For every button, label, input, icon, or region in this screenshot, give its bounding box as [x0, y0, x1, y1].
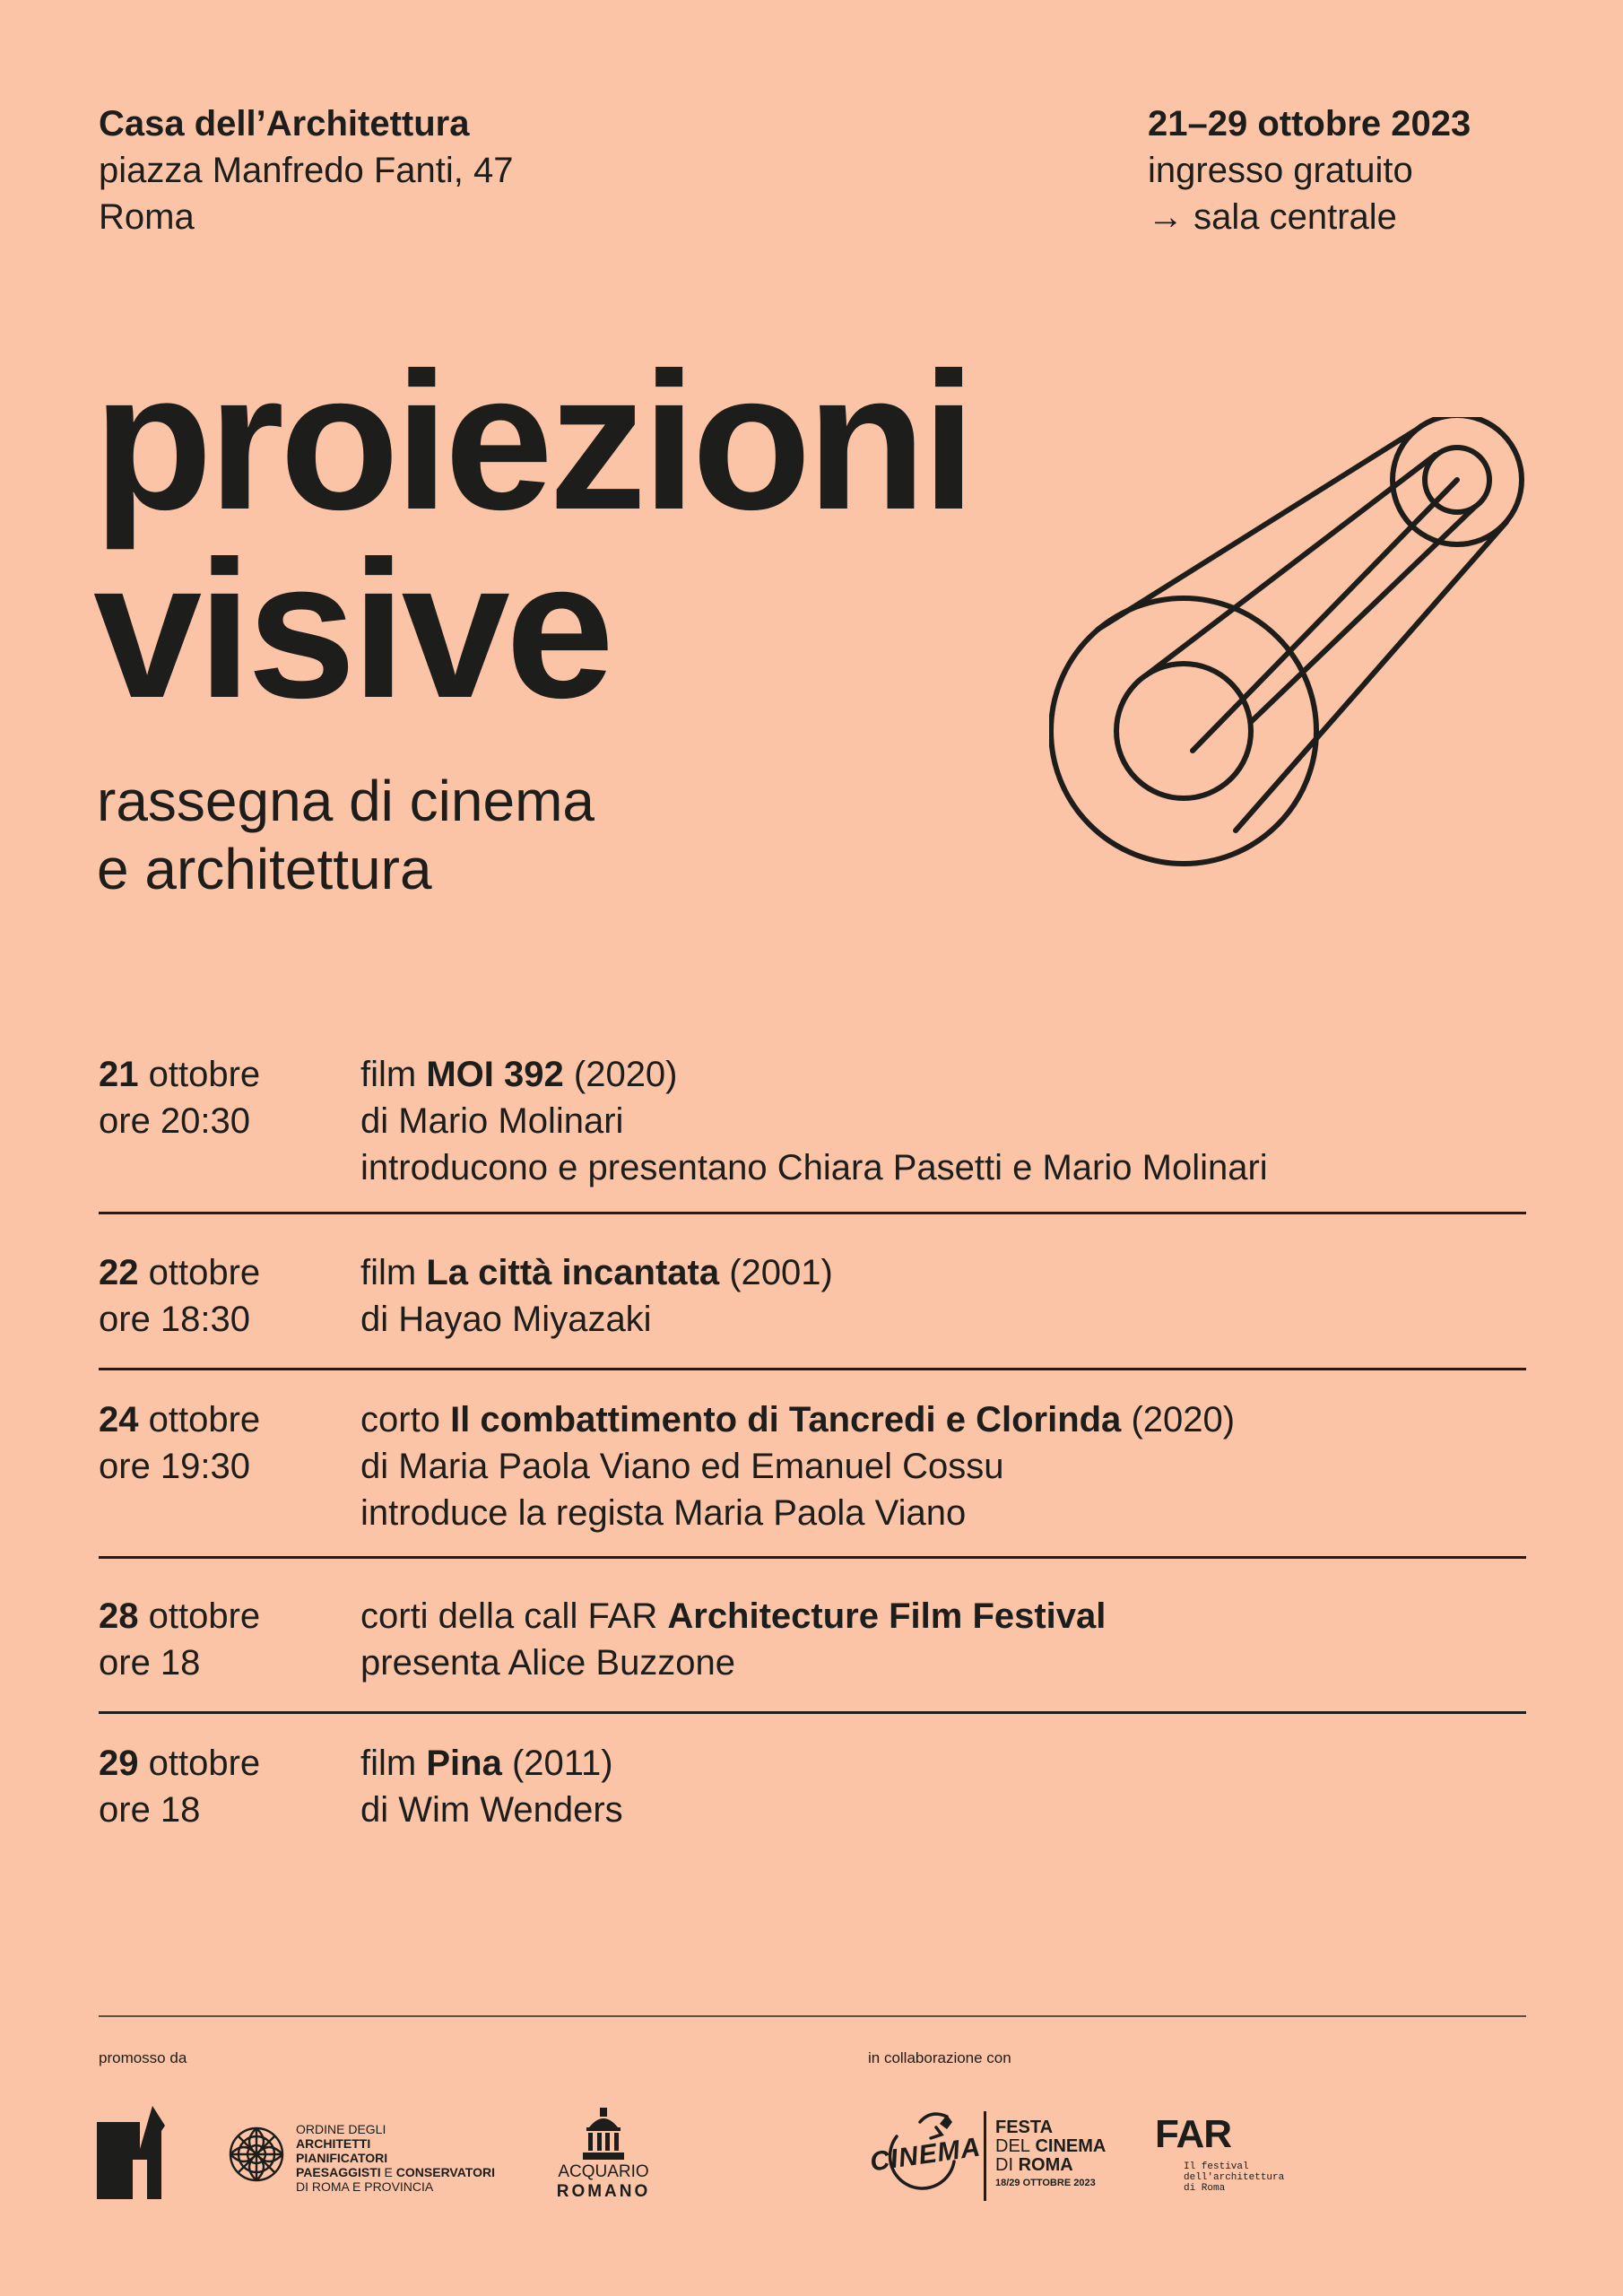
venue-block — [99, 100, 513, 240]
program-details — [360, 1740, 1526, 1833]
program-line: introducono e presentano Chiara Pasetti e Mario Molinari — [360, 1148, 1268, 1187]
program-time: ore 18 — [99, 1790, 201, 1830]
program-day: 21 — [99, 1055, 139, 1094]
program-title: Pina — [426, 1744, 502, 1783]
promoted-label: promosso da — [99, 2049, 187, 2066]
program-when — [99, 1051, 359, 1144]
event-dates: 21–29 ottobre 2023 — [1148, 104, 1471, 144]
program-when — [99, 1396, 359, 1490]
acquario-line-2: ROMANO — [556, 2182, 651, 2201]
footer-divider — [99, 2015, 1526, 2017]
acquario-romano-logo — [554, 2162, 653, 2202]
ordine-line-4b: E — [384, 2165, 393, 2179]
title-line-2: visive — [93, 521, 611, 739]
festa-line-2a: DEL — [995, 2136, 1030, 2156]
festa-divider — [984, 2111, 986, 2201]
program-day: 28 — [99, 1596, 139, 1636]
program-type: film — [360, 1055, 417, 1094]
program-type: film — [360, 1744, 417, 1783]
title-line-1: proiezioni — [93, 333, 972, 551]
program-line: introduce la regista Maria Paola Viano — [360, 1493, 967, 1533]
program-title: Il combattimento di Tancredi e Clorinda — [450, 1400, 1122, 1439]
venue-address: piazza Manfredo Fanti, 47 — [99, 151, 514, 190]
program-details — [360, 1593, 1526, 1686]
far-logo-wordmark: FAR — [1155, 2112, 1231, 2156]
program-year: (2001) — [729, 1253, 833, 1292]
page-title — [93, 333, 972, 739]
far-line-2: dell'architettura — [1184, 2172, 1285, 2183]
festa-cinema-logo — [995, 2118, 1106, 2191]
program-month: ottobre — [148, 1744, 261, 1783]
program-time: ore 18:30 — [99, 1300, 251, 1339]
festa-line-3b: ROMA — [1018, 2155, 1073, 2175]
page-subtitle — [97, 767, 595, 903]
program-time: ore 18 — [99, 1643, 201, 1683]
program-day: 22 — [99, 1253, 139, 1292]
program-day: 24 — [99, 1400, 139, 1439]
festa-cinema-wordmark: CINEMA — [868, 2132, 983, 2178]
event-info-block — [1148, 100, 1471, 240]
building-icon — [581, 2108, 626, 2160]
program-time: ore 20:30 — [99, 1101, 251, 1141]
subtitle-line-2: e architettura — [97, 837, 432, 901]
program-details — [360, 1396, 1526, 1536]
subtitle-line-1: rassegna di cinema — [97, 769, 595, 833]
ordine-architetti-logo — [296, 2122, 495, 2194]
ordine-line-5: DI ROMA E PROVINCIA — [296, 2179, 434, 2194]
program-type: film — [360, 1253, 417, 1292]
program-line: di Mario Molinari — [360, 1101, 624, 1141]
program-month: ottobre — [148, 1055, 261, 1094]
divider — [99, 1556, 1526, 1559]
festa-line-3a: DI — [995, 2155, 1013, 2175]
program-time: ore 19:30 — [99, 1447, 251, 1486]
program-details — [360, 1249, 1526, 1343]
festa-line-2b: CINEMA — [1035, 2136, 1107, 2156]
collab-label: in collaborazione con — [868, 2049, 1011, 2066]
mandala-emblem-icon — [228, 2126, 285, 2183]
festa-line-1: FESTA — [995, 2118, 1054, 2137]
far-line-3: di Roma — [1184, 2183, 1226, 2194]
divider — [99, 1711, 1526, 1714]
program-type: corto — [360, 1400, 440, 1439]
program-title: MOI 392 — [426, 1055, 564, 1094]
ordine-line-2: ARCHITETTI — [296, 2136, 371, 2151]
program-when — [99, 1593, 359, 1686]
program-when — [99, 1249, 359, 1343]
program-line: di Maria Paola Viano ed Emanuel Cossu — [360, 1447, 1004, 1486]
event-entry: ingresso gratuito — [1148, 151, 1413, 190]
program-year: (2011) — [511, 1744, 613, 1783]
ordine-line-1: ORDINE DEGLI — [296, 2122, 386, 2136]
film-projector-icon — [1049, 417, 1533, 901]
program-month: ottobre — [148, 1253, 261, 1292]
program-type: corti della call FAR — [360, 1596, 658, 1636]
divider — [99, 1212, 1526, 1214]
casa-architettura-logo — [97, 2106, 179, 2199]
venue-city: Roma — [99, 197, 195, 237]
program-line: di Wim Wenders — [360, 1790, 623, 1830]
program-details — [360, 1051, 1526, 1191]
venue-name: Casa dell’Architettura — [99, 104, 470, 144]
far-line-1: Il festival — [1184, 2161, 1249, 2172]
program-year: (2020) — [1131, 1400, 1236, 1439]
far-logo — [1184, 2161, 1284, 2194]
event-room: → sala centrale — [1148, 197, 1397, 237]
festa-line-4: 18/29 OTTOBRE 2023 — [995, 2178, 1096, 2188]
program-year: (2020) — [573, 1055, 678, 1094]
program-line: di Hayao Miyazaki — [360, 1300, 652, 1339]
program-title: La città incantata — [426, 1253, 720, 1292]
program-month: ottobre — [148, 1596, 261, 1636]
ordine-line-4a: PAESAGGISTI — [296, 2165, 381, 2179]
program-day: 29 — [99, 1744, 139, 1783]
acquario-line-1: ACQUARIO — [558, 2162, 649, 2181]
program-line: presenta Alice Buzzone — [360, 1643, 736, 1683]
divider — [99, 1368, 1526, 1370]
program-month: ottobre — [148, 1400, 261, 1439]
ordine-line-4c: CONSERVATORI — [395, 2165, 495, 2179]
program-when — [99, 1740, 359, 1833]
ordine-line-3: PIANIFICATORI — [296, 2151, 388, 2165]
program-title: Architecture Film Festival — [667, 1596, 1107, 1636]
